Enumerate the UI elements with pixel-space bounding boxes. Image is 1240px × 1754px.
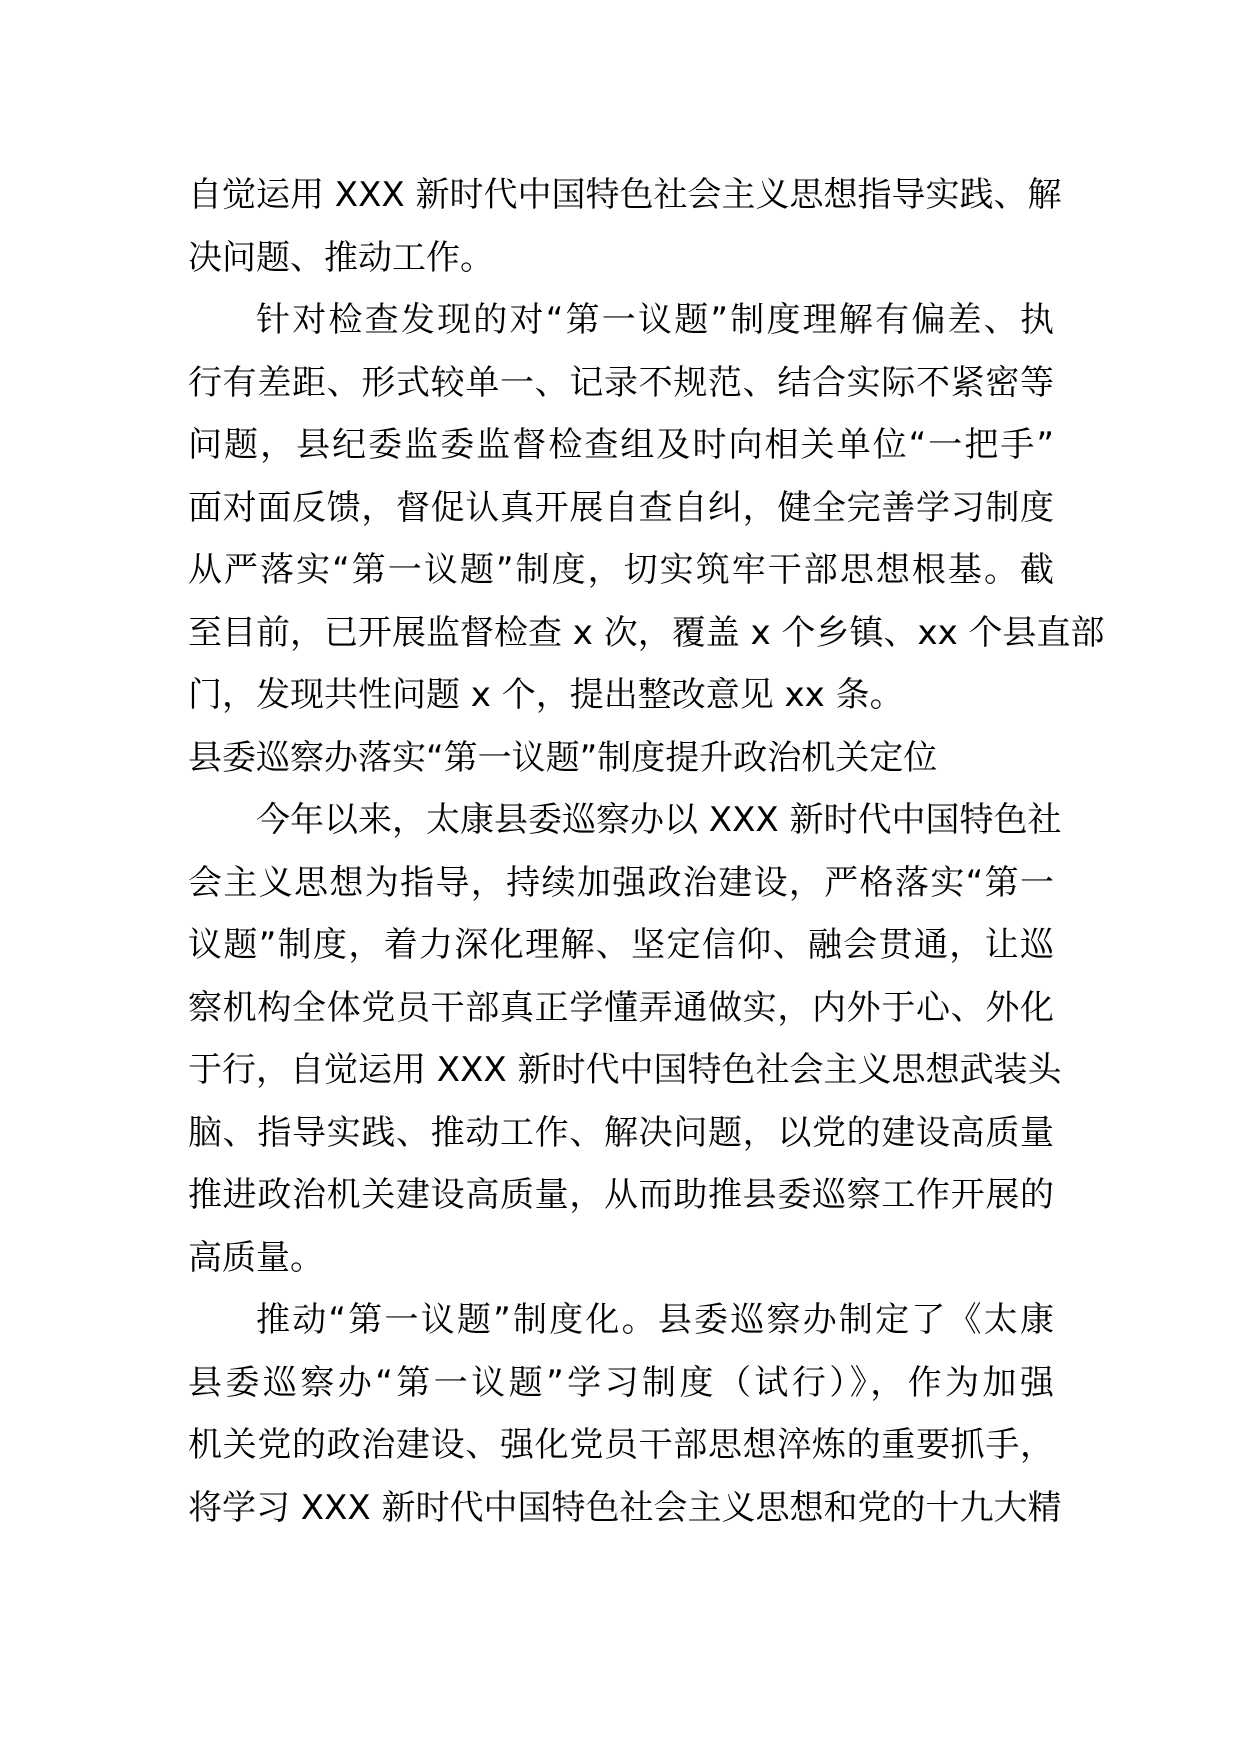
document-body <box>188 164 1105 1539</box>
text-line: 县委巡察办落实“第一议题”制度提升政治机关定位 <box>188 737 938 778</box>
text-line: 决问题、推动工作。 <box>188 237 494 278</box>
text-line: 推动“第一议题”制度化。县委巡察办制定了《太康 <box>256 1300 1054 1340</box>
text-line: 脑、指导实践、推动工作、解决问题，以党的建设高质量 <box>188 1112 1054 1153</box>
text-line: 门，发现共性问题 x 个，提出整改意见 xx 条。 <box>188 675 904 715</box>
body-paragraph <box>188 289 1105 727</box>
text-line: 会主义思想为指导，持续加强政治建设，严格落实“第一 <box>188 862 1054 903</box>
text-line: 面对面反馈，督促认真开展自查自纠，健全完善学习制度 <box>188 487 1054 528</box>
text-line: 议题”制度，着力深化理解、坚定信仰、融会贯通，让巡 <box>188 925 1054 965</box>
section-heading <box>188 727 1054 790</box>
text-line: 行有差距、形式较单一、记录不规范、结合实际不紧密等 <box>188 362 1054 403</box>
text-line: 针对检查发现的对“第一议题”制度理解有偏差、执 <box>256 300 1054 340</box>
text-line: 今年以来，太康县委巡察办以 XXX 新时代中国特色社 <box>256 800 1062 840</box>
text-line: 于行，自觉运用 XXX 新时代中国特色社会主义思想武装头 <box>188 1050 1062 1090</box>
text-line: 察机构全体党员干部真正学懂弄通做实，内外于心、外化 <box>188 987 1054 1028</box>
body-paragraph <box>188 789 1062 1289</box>
body-paragraph <box>188 1289 1062 1539</box>
text-line: 问题，县纪委监委监督检查组及时向相关单位“一把手” <box>188 425 1054 465</box>
text-line: 至目前，已开展监督检查 x 次，覆盖 x 个乡镇、xx 个县直部 <box>188 612 1105 653</box>
text-line: 推进政治机关建设高质量，从而助推县委巡察工作开展的 <box>188 1175 1054 1215</box>
text-line: 将学习 XXX 新时代中国特色社会主义思想和党的十九大精 <box>188 1487 1062 1528</box>
body-paragraph <box>188 164 1062 289</box>
text-line: 县委巡察办“第一议题”学习制度（试行）》，作为加强 <box>188 1362 1054 1403</box>
text-line: 自觉运用 XXX 新时代中国特色社会主义思想指导实践、解 <box>188 175 1062 215</box>
text-line: 从严落实“第一议题”制度，切实筑牢干部思想根基。截 <box>188 550 1054 590</box>
text-line: 高质量。 <box>188 1237 324 1278</box>
text-line: 机关党的政治建设、强化党员干部思想淬炼的重要抓手， <box>188 1425 1054 1465</box>
